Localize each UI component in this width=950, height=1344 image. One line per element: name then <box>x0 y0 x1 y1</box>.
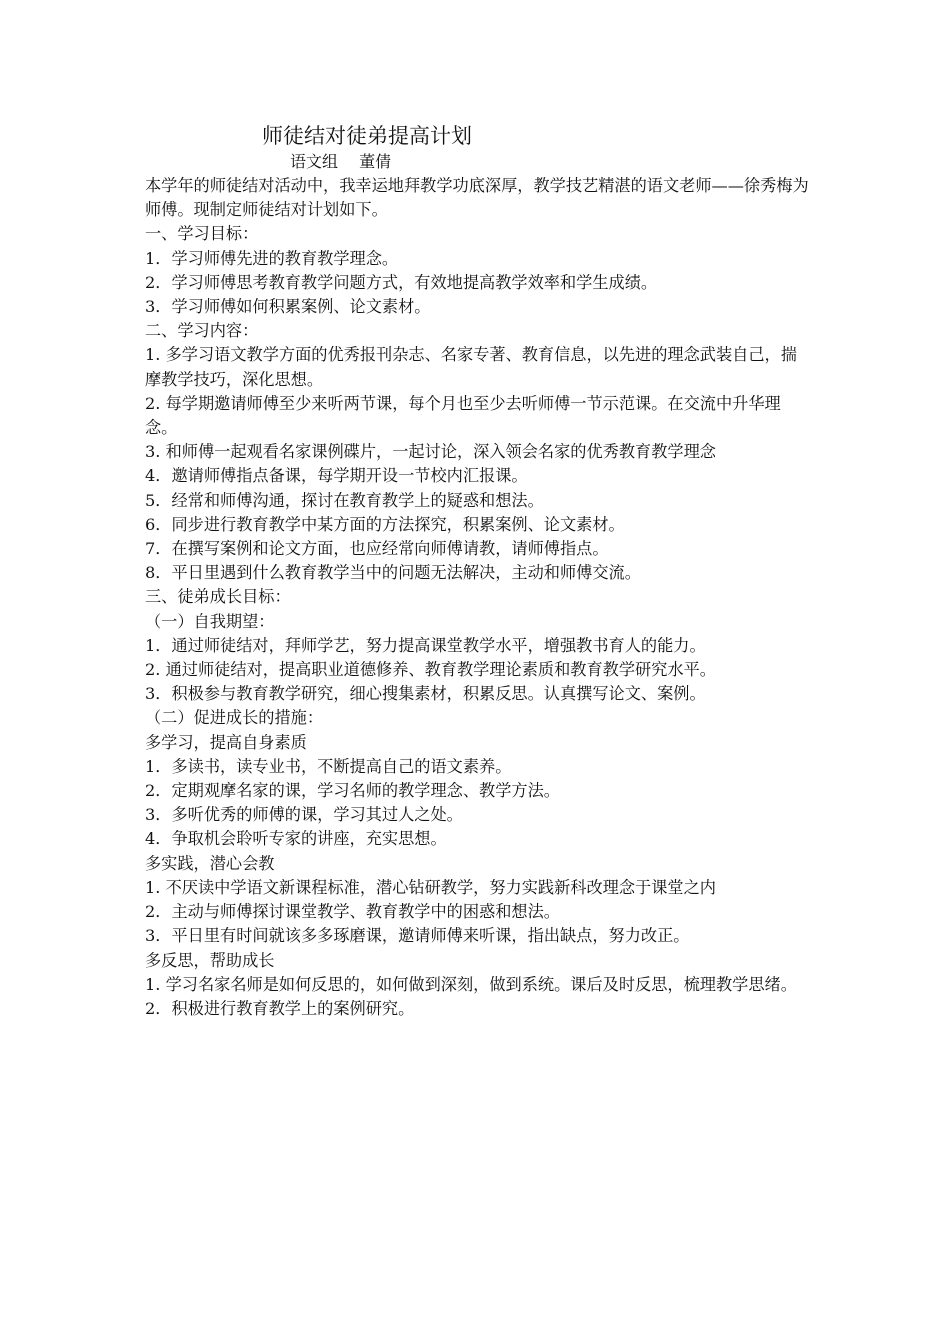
list-item: 8．平日里遇到什么教育教学当中的问题无法解决，主动和师傅交流。 <box>145 563 641 583</box>
section-heading-learning-goals: 一、学习目标： <box>145 224 259 244</box>
subsection-heading-self-expectation: （一）自我期望： <box>145 611 275 631</box>
list-item: 2．定期观摩名家的课，学习名师的教学理念、教学方法。 <box>145 781 560 801</box>
list-item: 7．在撰写案例和论文方面，也应经常向师傅请教，请师傅指点。 <box>145 539 609 559</box>
document-title: 师徒结对徒弟提高计划 <box>262 124 472 148</box>
list-item: 2. 每学期邀请师傅至少来听两节课，每个月也至少去听师傅一节示范课。在交流中升华理念。 <box>145 393 781 438</box>
intro-paragraph: 本学年的师徒结对活动中，我幸运地拜教学功底深厚，教学技艺精湛的语文老师——徐秀梅为师傅。现制定师徒结对计划如下。 <box>145 176 809 220</box>
group-heading-study: 多学习，提高自身素质 <box>145 732 307 752</box>
subsection-heading-measures: （二）促进成长的措施： <box>145 708 324 728</box>
list-item: 1．通过师徒结对，拜师学艺，努力提高课堂教学水平，增强教书育人的能力。 <box>145 635 706 655</box>
section-heading-growth-goals: 三、徒弟成长目标： <box>145 587 291 607</box>
list-item: 4．争取机会聆听专家的讲座，充实思想。 <box>145 829 447 849</box>
list-item: 1. 学习名家名师是如何反思的，如何做到深刻，做到系统。课后及时反思，梳理教学思绪。 <box>145 974 797 994</box>
list-item: 1. 多学习语文教学方面的优秀报刊杂志、名家专著、教育信息，以先进的理念武装自己，揣摩教学技巧，深化思想。 <box>145 345 797 389</box>
section-heading-learning-content: 二、学习内容： <box>145 321 259 341</box>
list-item: 3．学习师傅如何积累案例、论文素材。 <box>145 297 431 317</box>
list-item: 3．平日里有时间就该多多琢磨课，邀请师傅来听课，指出缺点，努力改正。 <box>145 926 690 946</box>
list-item: 2．主动与师傅探讨课堂教学、教育教学中的困惑和想法。 <box>145 902 560 922</box>
document-author: 语文组 董倩 <box>290 152 392 171</box>
list-item: 1．学习师傅先进的教育教学理念。 <box>145 248 399 268</box>
group-heading-reflection: 多反思，帮助成长 <box>145 950 275 970</box>
list-item: 1．多读书，读专业书，不断提高自己的语文素养。 <box>145 756 512 776</box>
document-body <box>145 174 810 1021</box>
list-item: 2．积极进行教育教学上的案例研究。 <box>145 998 415 1018</box>
list-item: 4．邀请师傅指点备课，每学期开设一节校内汇报课。 <box>145 466 528 486</box>
list-item: 1. 不厌读中学语文新课程标准，潜心钻研教学，努力实践新科改理念于课堂之内 <box>145 877 716 897</box>
list-item: 3. 和师傅一起观看名家课例碟片，一起讨论，深入领会名家的优秀教育教学理念 <box>145 442 716 462</box>
group-heading-practice: 多实践，潜心会教 <box>145 853 275 873</box>
list-item: 3．多听优秀的师傅的课，学习其过人之处。 <box>145 805 463 825</box>
list-item: 2．学习师傅思考教育教学问题方式，有效地提高教学效率和学生成绩。 <box>145 272 658 292</box>
list-item: 6．同步进行教育教学中某方面的方法探究，积累案例、论文素材。 <box>145 514 625 534</box>
list-item: 5．经常和师傅沟通，探讨在教育教学上的疑惑和想法。 <box>145 490 544 510</box>
list-item: 3．积极参与教育教学研究，细心搜集素材，积累反思。认真撰写论文、案例。 <box>145 684 706 704</box>
list-item: 2. 通过师徒结对，提高职业道德修养、教育教学理论素质和教育教学研究水平。 <box>145 660 716 680</box>
